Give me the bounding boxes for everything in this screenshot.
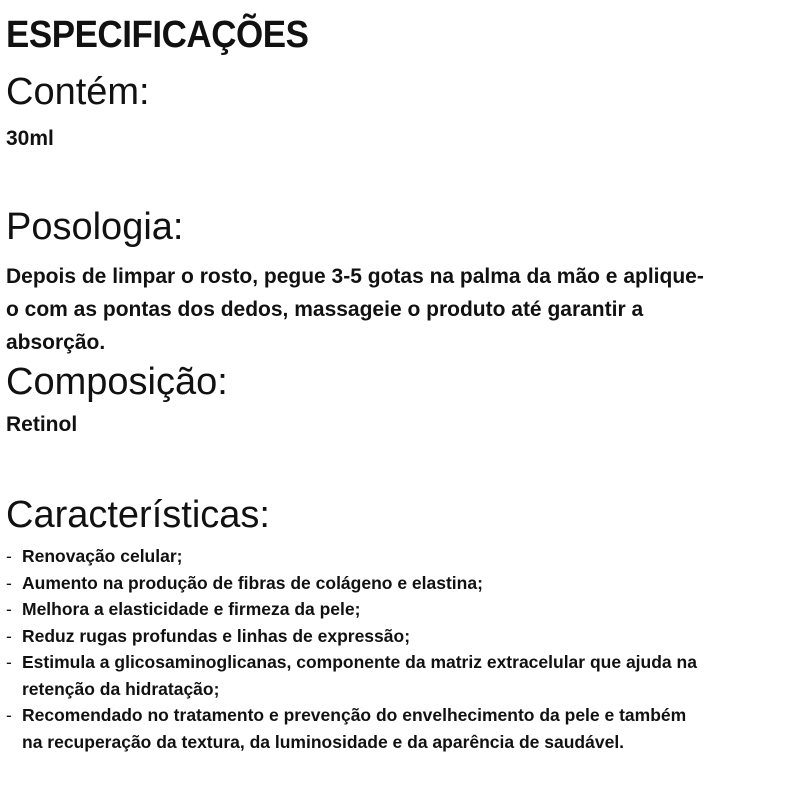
list-item (6, 543, 796, 570)
list-item (6, 570, 796, 597)
posologia-line: o com as pontas dos dedos, massageie o produto até garantir a (6, 298, 644, 321)
list-item (6, 649, 796, 702)
list-item-line: na recuperação da textura, da luminosidade e da aparência de saudável. (22, 731, 625, 752)
list-item (6, 702, 796, 755)
composicao-value: Retinol (6, 413, 78, 436)
list-item-line: retenção da hidratação; (22, 678, 220, 699)
posologia-heading: Posologia: (6, 206, 184, 248)
bullet-dash: - (6, 572, 12, 593)
list-item-line: Reduz rugas profundas e linhas de expressão; (22, 625, 411, 646)
contem-heading: Contém: (6, 71, 150, 113)
bullet-dash: - (6, 599, 12, 619)
caracteristicas-list (6, 543, 796, 755)
list-item-line: Aumento na produção de fibras de colágeno e elastina; (22, 572, 483, 593)
posologia-line: absorção. (6, 331, 106, 354)
bullet-dash: - (6, 705, 12, 725)
list-item-line: Recomendado no tratamento e prevenção do envelhecimento da pele e também (22, 705, 687, 725)
bullet-dash: - (6, 625, 12, 646)
list-item-line: Renovação celular; (22, 546, 183, 566)
posologia-text (6, 260, 796, 359)
posologia-line: Depois de limpar o rosto, pegue 3-5 gotas na palma da mão e aplique- (6, 265, 704, 288)
list-item (6, 623, 796, 650)
list-item (6, 596, 796, 623)
bullet-dash: - (6, 546, 12, 566)
bullet-dash: - (6, 652, 12, 672)
list-item-line: Melhora a elasticidade e firmeza da pele; (22, 599, 361, 619)
page-title: ESPECIFICAÇÕES (6, 14, 309, 56)
contem-value: 30ml (6, 127, 54, 150)
caracteristicas-heading: Características: (6, 494, 270, 536)
composicao-heading: Composição: (6, 361, 228, 403)
list-item-line: Estimula a glicosaminoglicanas, componente da matriz extracelular que ajuda na (22, 652, 697, 672)
